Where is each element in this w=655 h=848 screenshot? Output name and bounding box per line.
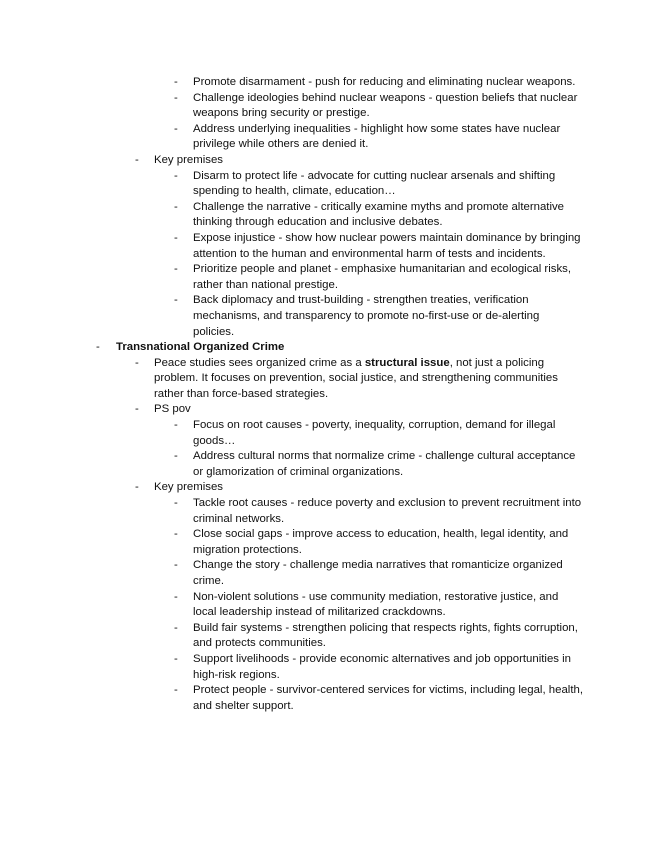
list-item (0, 652, 655, 683)
list-item (0, 75, 655, 91)
bullet-dash: - (174, 684, 178, 697)
bullet-dash: - (174, 76, 178, 88)
list-item-text: Promote disarmament - push for reducing and eliminating nuclear weapons. (193, 76, 576, 88)
bullet-dash: - (174, 169, 178, 182)
list-item-text: Support livelihoods - provide economic alternatives and job opportunities in high-risk regions. (193, 652, 572, 681)
bullet-dash: - (174, 263, 178, 276)
list-item-text: Disarm to protect life - advocate for cutting nuclear arsenals and shifting spending to health, climate, education… (193, 169, 556, 198)
list-item (0, 449, 655, 480)
document-page (0, 75, 655, 714)
bullet-dash: - (135, 153, 139, 166)
intro-text-after: , not just a policing problem. It focuses on prevention, social justice, and strengthening communities rather than force-based strategies. (154, 356, 558, 400)
list-item-text: Focus on root causes - poverty, inequality, corruption, demand for illegal goods… (193, 419, 556, 447)
list-item (0, 590, 655, 621)
bullet-dash: - (174, 231, 178, 244)
subheading-text: PS pov (154, 403, 191, 416)
list-item (0, 418, 655, 449)
subheading-text: Key premises (154, 153, 224, 166)
bullet-dash: - (174, 559, 178, 572)
bullet-dash: - (174, 419, 178, 432)
list-item (0, 231, 655, 262)
list-item (0, 621, 655, 652)
list-item (0, 262, 655, 293)
list-item-text: Close social gaps - improve access to education, health, legal identity, and migration protections. (193, 528, 569, 556)
bullet-dash: - (174, 200, 178, 213)
bullet-dash: - (96, 341, 100, 354)
bullet-dash: - (174, 621, 178, 634)
list-item (0, 496, 655, 527)
list-item-text: Challenge the narrative - critically examine myths and promote alternative thinking through education and inclusive debates. (193, 200, 565, 229)
list-item-text: Prioritize people and planet - emphasixe humanitarian and ecological risks, rather than national prestige. (193, 263, 571, 291)
bullet-dash: - (135, 481, 139, 494)
bullet-dash: - (174, 91, 178, 104)
list-item-text: Challenge ideologies behind nuclear weapons - question beliefs that nuclear weapons bring security or prestige. (193, 91, 578, 120)
list-item (0, 558, 655, 589)
bullet-dash: - (174, 528, 178, 541)
list-item-text: Tackle root causes - reduce poverty and exclusion to prevent recruitment into criminal networks. (193, 497, 582, 525)
intro-text-before: Peace studies sees organized crime as a (154, 356, 365, 369)
list-item (0, 169, 655, 200)
intro-text (154, 356, 579, 403)
intro-paragraph (0, 356, 655, 403)
bullet-dash: - (174, 590, 178, 603)
section-heading-text: Transnational Organized Crime (116, 341, 285, 354)
list-item-text: Back diplomacy and trust-building - strengthen treaties, verification mechanisms, and transparency to promote no-first-use or de-alerting policies. (193, 294, 540, 338)
list-item-text: Build fair systems - strengthen policing that respects rights, fights corruption, and protects communities. (193, 621, 578, 650)
list-item (0, 683, 655, 714)
subheading-key-premises (0, 480, 655, 496)
list-item (0, 200, 655, 231)
list-item (0, 122, 655, 153)
bullet-dash: - (174, 652, 178, 665)
section-heading (0, 340, 655, 356)
list-item (0, 91, 655, 122)
subheading-text: Key premises (154, 481, 224, 494)
list-item-text: Address cultural norms that normalize crime - challenge cultural acceptance or glamorization of criminal organizations. (193, 450, 576, 478)
list-item-text: Expose injustice - show how nuclear powers maintain dominance by bringing attention to the human and environmental harm of tests and incidents. (193, 231, 581, 260)
list-item-text: Address underlying inequalities - highlight how some states have nuclear privilege while others are denied it. (193, 122, 561, 151)
subheading-key-premises (0, 153, 655, 169)
list-item-text: Change the story - challenge media narratives that romanticize organized crime. (193, 559, 563, 587)
list-item (0, 293, 655, 340)
list-item-text: Protect people - survivor-centered services for victims, including legal, health, and shelter support. (193, 684, 583, 712)
bullet-dash: - (135, 356, 139, 369)
list-item-text: Non-violent solutions - use community mediation, restorative justice, and local leadership instead of militarized crackdowns. (193, 590, 559, 619)
bullet-dash: - (174, 122, 178, 135)
bullet-dash: - (135, 403, 139, 416)
list-item (0, 527, 655, 558)
intro-text-bold: structural issue (364, 356, 450, 369)
bullet-dash: - (174, 450, 178, 463)
subheading-ps-pov (0, 402, 655, 418)
bullet-dash: - (174, 294, 178, 307)
bullet-dash: - (174, 497, 178, 510)
